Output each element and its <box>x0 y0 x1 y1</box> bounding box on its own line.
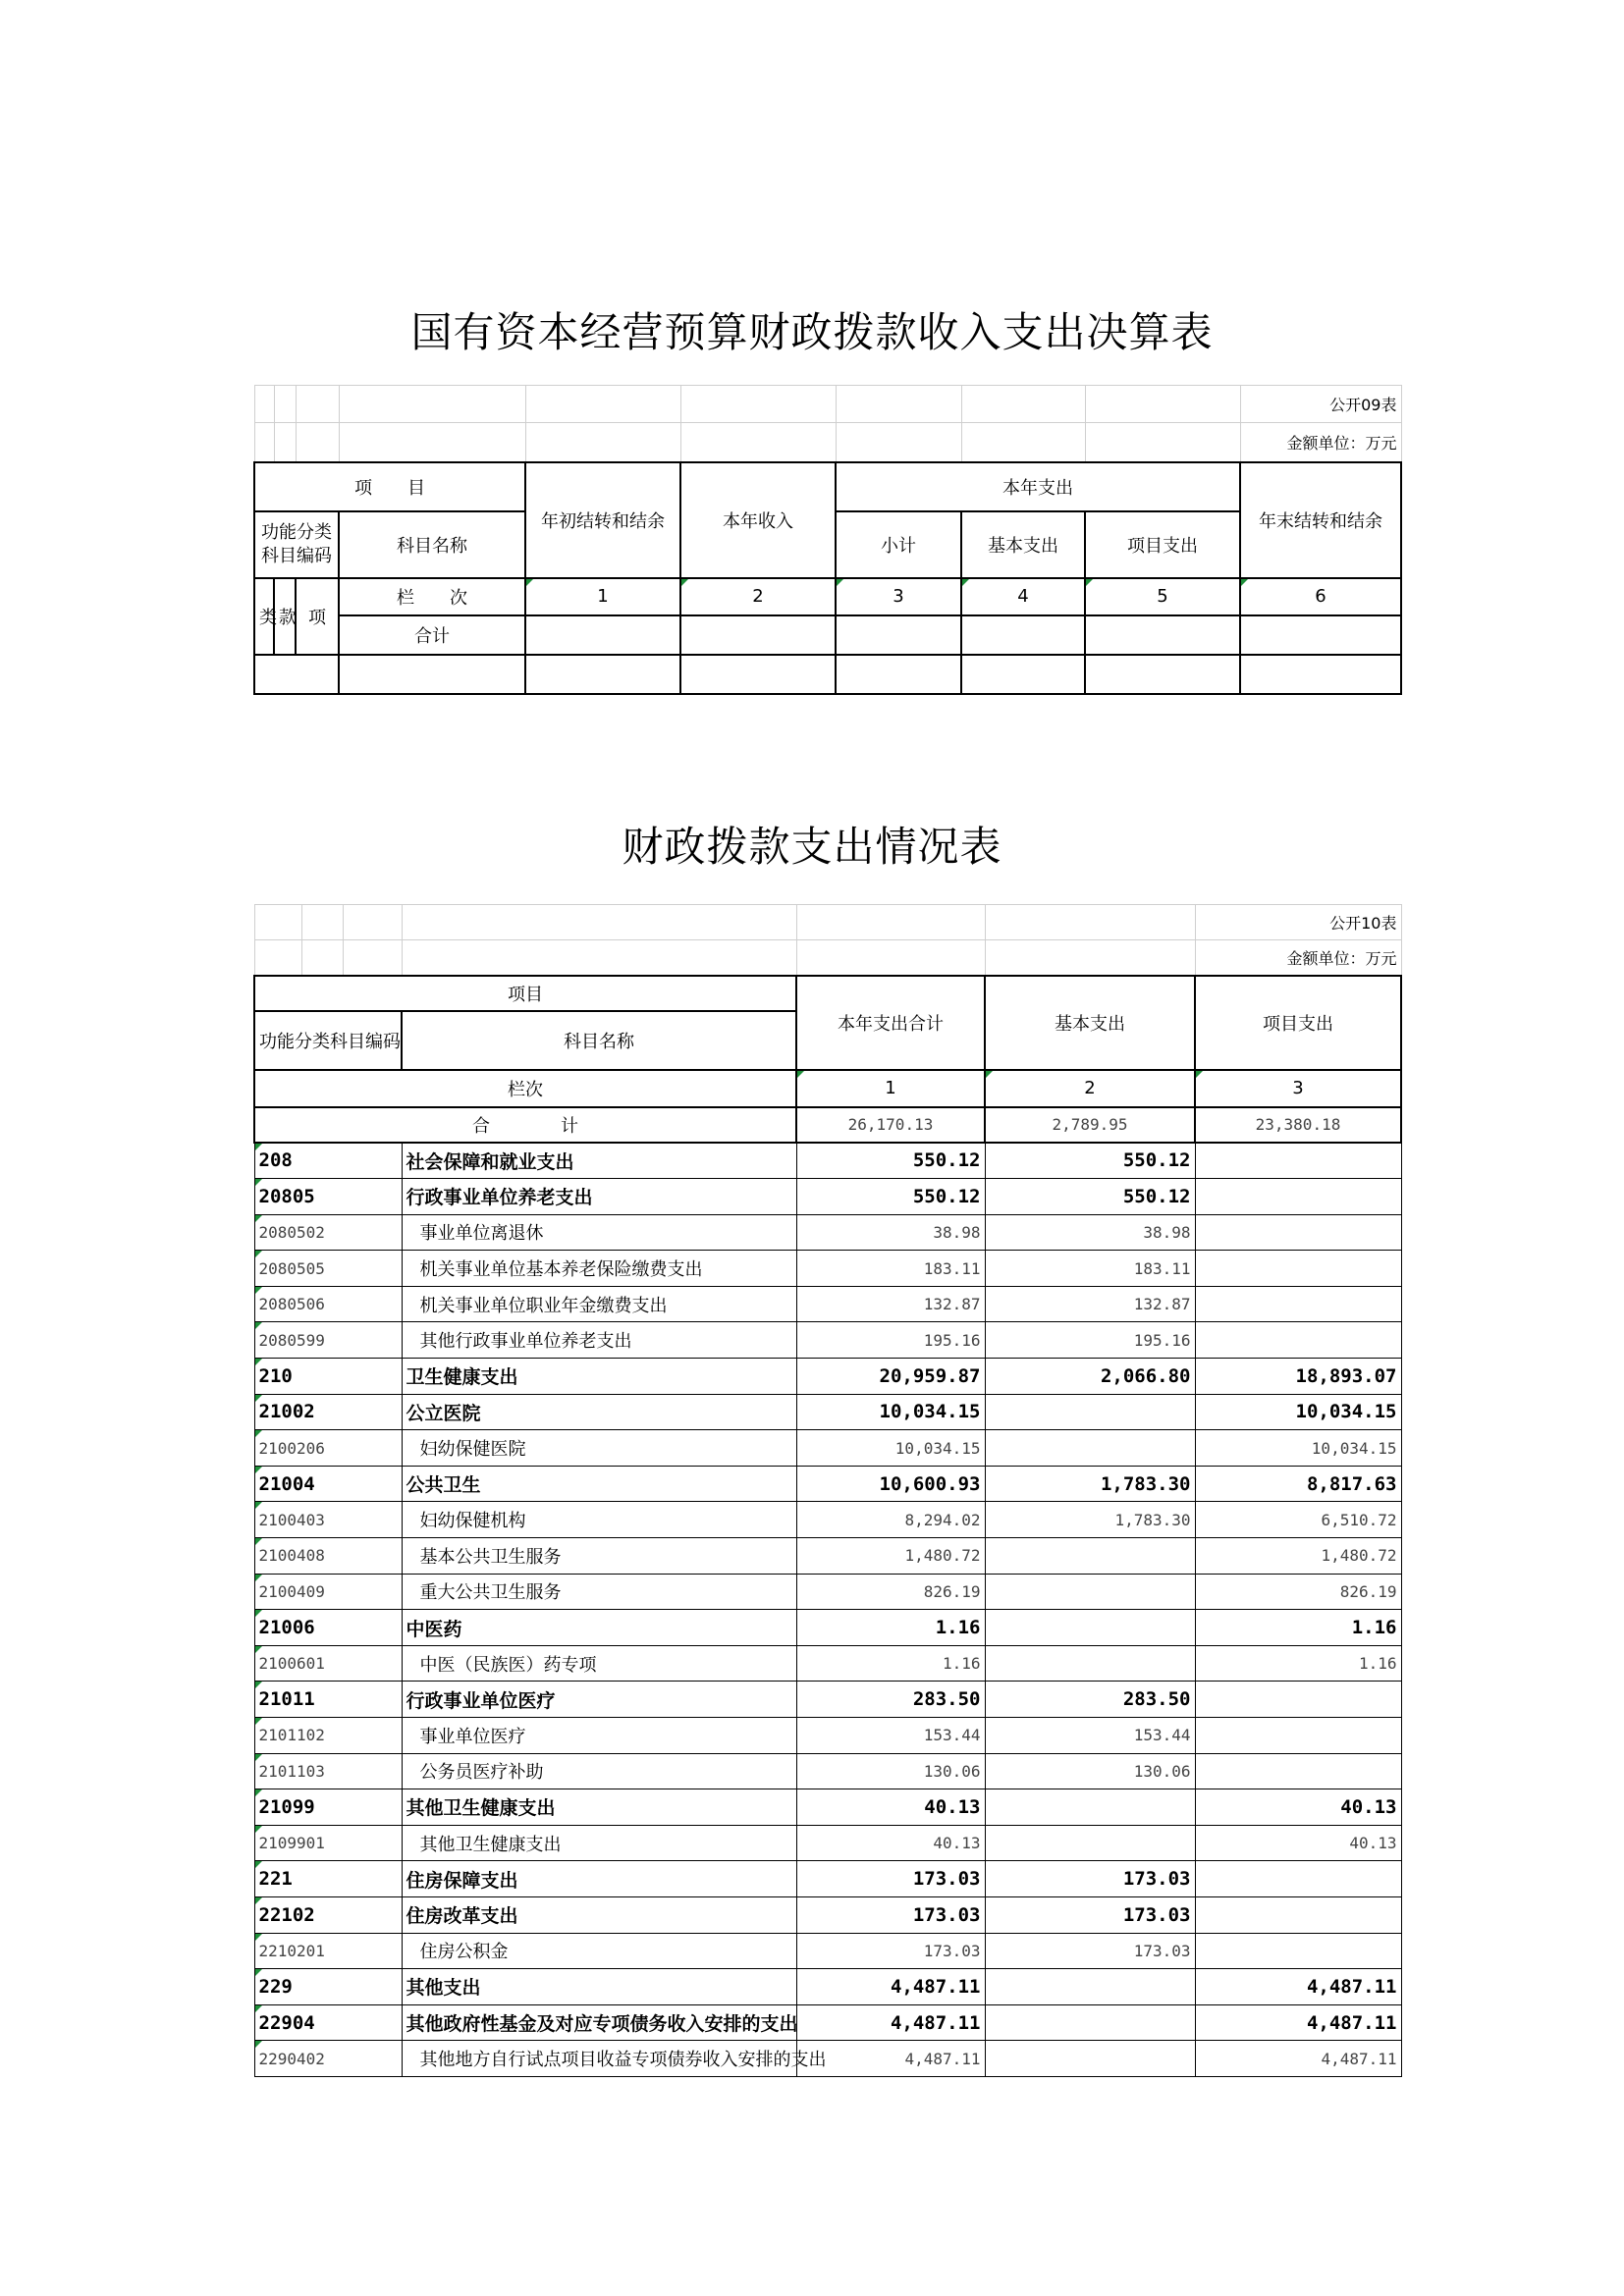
project-expense-value: 10,034.15 <box>1195 1394 1401 1430</box>
total-expense-value: 10,034.15 <box>796 1430 985 1467</box>
table-row <box>254 1538 1401 1575</box>
subject-code: 2080502 <box>254 1214 402 1251</box>
project-header-2: 项目支出 <box>1195 976 1401 1070</box>
lei-header: 类 <box>254 578 274 655</box>
subject-code: 2100408 <box>254 1538 402 1575</box>
total-expense-value: 4,487.11 <box>796 1969 985 2005</box>
total-expense-value: 283.50 <box>796 1682 985 1718</box>
basic-expense-value: 550.12 <box>985 1179 1195 1215</box>
basic-expense-value <box>985 1789 1195 1826</box>
subject-code: 2290402 <box>254 2041 402 2077</box>
subject-name: 中医药 <box>402 1610 796 1646</box>
subject-name: 其他地方自行试点项目收益专项债券收入安排的支出 <box>402 2041 796 2077</box>
project-expense-value: 4,487.11 <box>1195 2004 1401 2041</box>
subject-name-header: 科目名称 <box>339 511 525 578</box>
subject-code: 21006 <box>254 1610 402 1646</box>
total-expense-value: 1.16 <box>796 1610 985 1646</box>
table2-title: 财政拨款支出情况表 <box>622 823 1002 871</box>
table-row <box>254 1502 1401 1538</box>
basic-expense-value <box>985 1825 1195 1861</box>
basic-header-2: 基本支出 <box>985 976 1195 1070</box>
subject-name: 机关事业单位基本养老保险缴费支出 <box>402 1251 796 1287</box>
expense-header: 本年支出 <box>836 462 1240 511</box>
grand-total-basic: 2,789.95 <box>985 1107 1195 1143</box>
project-expense-value: 1,480.72 <box>1195 1538 1401 1575</box>
subject-name: 公立医院 <box>402 1394 796 1430</box>
total-expense-value: 173.03 <box>796 1896 985 1933</box>
table-row <box>254 1610 1401 1646</box>
basic-expense-value: 2,066.80 <box>985 1359 1195 1395</box>
fiscal-expenditure-table <box>253 904 1402 2077</box>
col-num-2-2: 2 <box>985 1070 1195 1107</box>
total-expense-value: 550.12 <box>796 1179 985 1215</box>
table-row <box>254 1933 1401 1969</box>
basic-expense-value <box>985 1969 1195 2005</box>
subject-name: 事业单位离退休 <box>402 1214 796 1251</box>
col-num-1: 1 <box>525 578 680 615</box>
grand-total-project: 23,380.18 <box>1195 1107 1401 1143</box>
basic-expense-value <box>985 1394 1195 1430</box>
col-num-2-3: 3 <box>1195 1070 1401 1107</box>
subject-name: 卫生健康支出 <box>402 1359 796 1395</box>
subject-code: 21011 <box>254 1682 402 1718</box>
total-expense-header: 本年支出合计 <box>796 976 985 1070</box>
basic-expense-value <box>985 1645 1195 1682</box>
basic-expense-value <box>985 1430 1195 1467</box>
basic-expense-value <box>985 2004 1195 2041</box>
subject-name: 行政事业单位医疗 <box>402 1682 796 1718</box>
basic-header: 基本支出 <box>961 511 1085 578</box>
subject-name: 住房改革支出 <box>402 1896 796 1933</box>
end-balance-header: 年末结转和结余 <box>1240 462 1401 578</box>
project-expense-value <box>1195 1214 1401 1251</box>
col-num-2: 2 <box>680 578 836 615</box>
col-num-4: 4 <box>961 578 1085 615</box>
item-header: 项 目 <box>254 462 525 511</box>
project-expense-value <box>1195 1179 1401 1215</box>
project-expense-value <box>1195 1718 1401 1754</box>
col-num-3: 3 <box>836 578 961 615</box>
col-num-5: 5 <box>1085 578 1240 615</box>
project-expense-value: 826.19 <box>1195 1574 1401 1610</box>
subject-code: 2100403 <box>254 1502 402 1538</box>
table-row <box>254 1179 1401 1215</box>
basic-expense-value: 130.06 <box>985 1753 1195 1789</box>
project-expense-value <box>1195 1933 1401 1969</box>
table-row <box>254 1718 1401 1754</box>
total-expense-value: 153.44 <box>796 1718 985 1754</box>
basic-expense-value: 132.87 <box>985 1286 1195 1322</box>
table-row <box>254 1825 1401 1861</box>
basic-expense-value <box>985 2041 1195 2077</box>
basic-expense-value: 173.03 <box>985 1933 1195 1969</box>
basic-expense-value: 283.50 <box>985 1682 1195 1718</box>
project-expense-value <box>1195 1682 1401 1718</box>
begin-balance-header: 年初结转和结余 <box>525 462 680 578</box>
table-row <box>254 2041 1401 2077</box>
subject-code: 2210201 <box>254 1933 402 1969</box>
table-row <box>254 1359 1401 1395</box>
total-expense-value: 1.16 <box>796 1645 985 1682</box>
subject-name: 机关事业单位职业年金缴费支出 <box>402 1286 796 1322</box>
unit-label-2: 金额单位：万元 <box>1195 940 1401 976</box>
basic-expense-value <box>985 1574 1195 1610</box>
total-expense-value: 130.06 <box>796 1753 985 1789</box>
table-row <box>254 1466 1401 1502</box>
subject-code: 22102 <box>254 1896 402 1933</box>
subject-code: 2100601 <box>254 1645 402 1682</box>
subject-code: 21002 <box>254 1394 402 1430</box>
income-header: 本年收入 <box>680 462 836 578</box>
basic-expense-value <box>985 1538 1195 1575</box>
total-expense-value: 4,487.11 <box>796 2004 985 2041</box>
table-row <box>254 1861 1401 1897</box>
subject-name: 其他卫生健康支出 <box>402 1825 796 1861</box>
basic-expense-value: 183.11 <box>985 1251 1195 1287</box>
project-expense-value: 4,487.11 <box>1195 1969 1401 2005</box>
subject-code: 2080505 <box>254 1251 402 1287</box>
project-expense-value <box>1195 1286 1401 1322</box>
total-expense-value: 20,959.87 <box>796 1359 985 1395</box>
table-row <box>254 1214 1401 1251</box>
table1-title: 国有资本经营预算财政拨款收入支出决算表 <box>410 308 1214 356</box>
project-expense-value: 1.16 <box>1195 1645 1401 1682</box>
total-expense-value: 195.16 <box>796 1322 985 1359</box>
subject-code: 21004 <box>254 1466 402 1502</box>
total-expense-value: 826.19 <box>796 1574 985 1610</box>
subject-name: 妇幼保健机构 <box>402 1502 796 1538</box>
item-header-2: 项目 <box>254 976 796 1011</box>
table-row <box>254 1645 1401 1682</box>
grand-total-label: 合 计 <box>254 1107 796 1143</box>
col-num-2-1: 1 <box>796 1070 985 1107</box>
subject-name: 公共卫生 <box>402 1466 796 1502</box>
project-header: 项目支出 <box>1085 511 1240 578</box>
subject-name: 住房公积金 <box>402 1933 796 1969</box>
subject-code: 20805 <box>254 1179 402 1215</box>
column-header-2: 栏次 <box>254 1070 796 1107</box>
subject-code: 2100206 <box>254 1430 402 1467</box>
subject-code: 208 <box>254 1143 402 1179</box>
table-row <box>254 1430 1401 1467</box>
project-expense-value: 18,893.07 <box>1195 1359 1401 1395</box>
table-row <box>254 2004 1401 2041</box>
project-expense-value <box>1195 1251 1401 1287</box>
subject-code: 22904 <box>254 2004 402 2041</box>
subject-code: 21099 <box>254 1789 402 1826</box>
table-row <box>254 1789 1401 1826</box>
subject-code: 229 <box>254 1969 402 2005</box>
subject-name: 行政事业单位养老支出 <box>402 1179 796 1215</box>
subject-code: 2109901 <box>254 1825 402 1861</box>
unit-label: 金额单位：万元 <box>1240 423 1401 462</box>
project-expense-value: 40.13 <box>1195 1789 1401 1826</box>
col-num-6: 6 <box>1240 578 1401 615</box>
total-expense-value: 132.87 <box>796 1286 985 1322</box>
func-code-header: 功能分类科目编码 <box>254 511 339 578</box>
total-expense-value: 40.13 <box>796 1789 985 1826</box>
subject-name: 中医（民族医）药专项 <box>402 1645 796 1682</box>
subject-code: 2100409 <box>254 1574 402 1610</box>
table-row <box>254 1969 1401 2005</box>
basic-expense-value <box>985 1610 1195 1646</box>
table-row <box>254 1251 1401 1287</box>
subject-name: 社会保障和就业支出 <box>402 1143 796 1179</box>
table-row <box>254 1753 1401 1789</box>
project-expense-value <box>1195 1143 1401 1179</box>
basic-expense-value: 1,783.30 <box>985 1466 1195 1502</box>
basic-expense-value: 153.44 <box>985 1718 1195 1754</box>
table-row <box>254 1574 1401 1610</box>
basic-expense-value: 1,783.30 <box>985 1502 1195 1538</box>
total-expense-value: 10,034.15 <box>796 1394 985 1430</box>
subject-name: 其他政府性基金及对应专项债务收入安排的支出 <box>402 2004 796 2041</box>
total-expense-value: 1,480.72 <box>796 1538 985 1575</box>
subject-name: 公务员医疗补助 <box>402 1753 796 1789</box>
basic-expense-value: 173.03 <box>985 1896 1195 1933</box>
table-row <box>254 1394 1401 1430</box>
grand-total-row <box>254 1107 1401 1143</box>
project-expense-value: 40.13 <box>1195 1825 1401 1861</box>
subject-code: 2101103 <box>254 1753 402 1789</box>
subject-name: 住房保障支出 <box>402 1861 796 1897</box>
total-expense-value: 183.11 <box>796 1251 985 1287</box>
subject-name-header-2: 科目名称 <box>402 1011 796 1070</box>
total-expense-value: 8,294.02 <box>796 1502 985 1538</box>
subject-name: 事业单位医疗 <box>402 1718 796 1754</box>
total-expense-value: 4,487.11 <box>796 2041 985 2077</box>
project-expense-value: 8,817.63 <box>1195 1466 1401 1502</box>
basic-expense-value: 173.03 <box>985 1861 1195 1897</box>
project-expense-value <box>1195 1861 1401 1897</box>
grand-total-total: 26,170.13 <box>796 1107 985 1143</box>
subject-code: 2080599 <box>254 1322 402 1359</box>
table-row <box>254 1682 1401 1718</box>
project-expense-value: 6,510.72 <box>1195 1502 1401 1538</box>
form-number-2: 公开10表 <box>1195 905 1401 940</box>
total-label: 合计 <box>339 615 525 655</box>
subject-name: 重大公共卫生服务 <box>402 1574 796 1610</box>
basic-expense-value: 550.12 <box>985 1143 1195 1179</box>
project-expense-value: 1.16 <box>1195 1610 1401 1646</box>
subject-code: 210 <box>254 1359 402 1395</box>
func-code-header-2: 功能分类科目编码 <box>254 1011 402 1070</box>
table-row <box>254 1896 1401 1933</box>
subject-code: 2101102 <box>254 1718 402 1754</box>
table-row <box>254 1322 1401 1359</box>
subtotal-header: 小计 <box>836 511 961 578</box>
column-header: 栏 次 <box>339 578 525 615</box>
total-expense-value: 38.98 <box>796 1214 985 1251</box>
kuan-header: 款 <box>274 578 296 655</box>
subject-name: 其他卫生健康支出 <box>402 1789 796 1826</box>
total-expense-value: 173.03 <box>796 1861 985 1897</box>
project-expense-value: 10,034.15 <box>1195 1430 1401 1467</box>
subject-code: 221 <box>254 1861 402 1897</box>
table-row <box>254 1286 1401 1322</box>
subject-name: 其他支出 <box>402 1969 796 2005</box>
project-expense-value <box>1195 1896 1401 1933</box>
project-expense-value <box>1195 1322 1401 1359</box>
budget-settlement-table <box>253 385 1402 695</box>
subject-name: 其他行政事业单位养老支出 <box>402 1322 796 1359</box>
total-expense-value: 550.12 <box>796 1143 985 1179</box>
total-expense-value: 173.03 <box>796 1933 985 1969</box>
project-expense-value <box>1195 1753 1401 1789</box>
basic-expense-value: 38.98 <box>985 1214 1195 1251</box>
basic-expense-value: 195.16 <box>985 1322 1195 1359</box>
subject-name: 妇幼保健医院 <box>402 1430 796 1467</box>
subject-code: 2080506 <box>254 1286 402 1322</box>
subject-name: 基本公共卫生服务 <box>402 1538 796 1575</box>
xiang-header: 项 <box>296 578 339 655</box>
table-row <box>254 1143 1401 1179</box>
total-expense-value: 40.13 <box>796 1825 985 1861</box>
total-expense-value: 10,600.93 <box>796 1466 985 1502</box>
project-expense-value: 4,487.11 <box>1195 2041 1401 2077</box>
form-number: 公开09表 <box>1240 386 1401 423</box>
